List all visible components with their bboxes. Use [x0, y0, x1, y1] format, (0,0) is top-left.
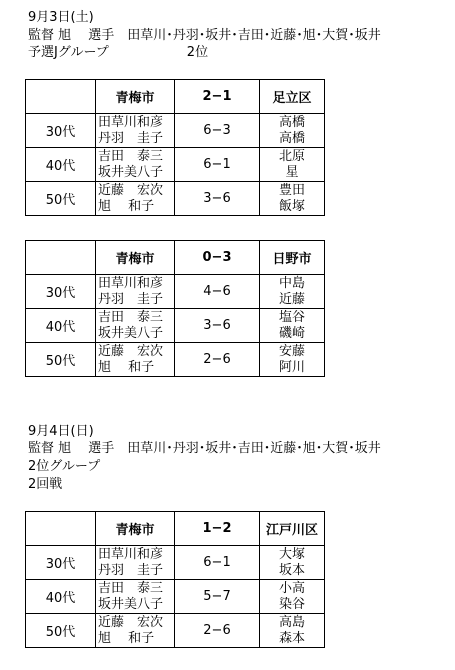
opponent-2: 近藤 [278, 291, 305, 307]
opponent-players [260, 546, 325, 580]
opponent-1: 高橋 [278, 114, 305, 130]
age-group: 40代 [26, 309, 96, 343]
opponent-players [260, 309, 325, 343]
player-2: 丹羽 圭子 [98, 130, 164, 146]
player-1: 近藤 宏次 [98, 343, 164, 359]
table-row [26, 182, 325, 216]
game-score: 4−6 [175, 275, 260, 309]
age-group: 50代 [26, 614, 96, 648]
player-1: 田草川和彦 [98, 114, 164, 130]
opponent-players [260, 580, 325, 614]
player-2: 旭 和子 [98, 630, 155, 646]
match-table-3 [25, 511, 325, 648]
game-score: 2−6 [175, 614, 260, 648]
opponent-1: 豊田 [278, 182, 305, 198]
opponent-1: 塩谷 [278, 309, 305, 325]
table-row [26, 546, 325, 580]
opponent-players [260, 148, 325, 182]
match-table-2 [25, 240, 325, 377]
opponent-name: 足立区 [260, 80, 325, 114]
opponent-1: 安藤 [278, 343, 305, 359]
player-names [96, 114, 175, 148]
match-score: 0−3 [175, 241, 260, 275]
opponent-players [260, 182, 325, 216]
player-names [96, 148, 175, 182]
player-names [96, 546, 175, 580]
player-names [96, 580, 175, 614]
day2-date: 9月4日(日) [28, 424, 94, 439]
match-score: 1−2 [175, 512, 260, 546]
header-blank [26, 241, 96, 275]
opponent-2: 森本 [278, 630, 305, 646]
table-row [26, 309, 325, 343]
day2-group: 2位グループ [28, 459, 101, 474]
age-group: 30代 [26, 546, 96, 580]
table-row [26, 343, 325, 377]
header-blank [26, 80, 96, 114]
game-score: 6−1 [175, 546, 260, 580]
opponent-1: 小高 [278, 580, 305, 596]
table-row [26, 148, 325, 182]
player-names [96, 309, 175, 343]
header-blank [26, 512, 96, 546]
game-score: 2−6 [175, 343, 260, 377]
player-1: 近藤 宏次 [98, 182, 164, 198]
player-1: 田草川和彦 [98, 275, 164, 291]
player-2: 坂井美八子 [98, 596, 164, 612]
player-1: 田草川和彦 [98, 546, 164, 562]
opponent-2: 高橋 [278, 130, 305, 146]
match-score: 2−1 [175, 80, 260, 114]
match-table-1 [25, 79, 325, 216]
player-2: 坂井美八子 [98, 325, 164, 341]
game-score: 3−6 [175, 309, 260, 343]
player-1: 吉田 泰三 [98, 580, 164, 596]
opponent-2: 阿川 [278, 359, 305, 375]
opponent-2: 磯崎 [278, 325, 305, 341]
age-group: 30代 [26, 275, 96, 309]
opponent-1: 大塚 [278, 546, 305, 562]
opponent-2: 染谷 [278, 596, 305, 612]
opponent-2: 坂本 [278, 562, 305, 578]
player-2: 丹羽 圭子 [98, 562, 164, 578]
game-score: 5−7 [175, 580, 260, 614]
player-1: 吉田 泰三 [98, 309, 164, 325]
day1-group: 予選Jグループ 2位 [28, 45, 209, 60]
table-row [26, 614, 325, 648]
table-row [26, 275, 325, 309]
opponent-1: 中島 [278, 275, 305, 291]
age-group: 30代 [26, 114, 96, 148]
age-group: 50代 [26, 343, 96, 377]
team-name: 青梅市 [96, 80, 175, 114]
player-2: 旭 和子 [98, 359, 155, 375]
opponent-1: 北原 [278, 148, 305, 164]
table-row [26, 580, 325, 614]
opponent-2: 星 [285, 164, 299, 180]
player-names [96, 343, 175, 377]
day1-date: 9月3日(土) [28, 10, 94, 25]
opponent-2: 飯塚 [278, 198, 305, 214]
player-names [96, 275, 175, 309]
day1-roster: 監督 旭 選手 田草川･丹羽･坂井･吉田･近藤･旭･大賀･坂井 [28, 28, 381, 43]
player-names [96, 182, 175, 216]
game-score: 6−3 [175, 114, 260, 148]
game-score: 3−6 [175, 182, 260, 216]
opponent-name: 日野市 [260, 241, 325, 275]
opponent-players [260, 614, 325, 648]
team-name: 青梅市 [96, 512, 175, 546]
team-name: 青梅市 [96, 241, 175, 275]
age-group: 40代 [26, 148, 96, 182]
age-group: 50代 [26, 182, 96, 216]
player-1: 近藤 宏次 [98, 614, 164, 630]
game-score: 6−1 [175, 148, 260, 182]
age-group: 40代 [26, 580, 96, 614]
day2-round: 2回戦 [28, 477, 63, 492]
player-1: 吉田 泰三 [98, 148, 164, 164]
opponent-players [260, 275, 325, 309]
table-row [26, 114, 325, 148]
player-2: 丹羽 圭子 [98, 291, 164, 307]
opponent-1: 高島 [278, 614, 305, 630]
player-2: 坂井美八子 [98, 164, 164, 180]
opponent-players [260, 343, 325, 377]
day2-roster: 監督 旭 選手 田草川･丹羽･坂井･吉田･近藤･旭･大賀･坂井 [28, 441, 381, 456]
opponent-players [260, 114, 325, 148]
player-names [96, 614, 175, 648]
opponent-name: 江戸川区 [260, 512, 325, 546]
player-2: 旭 和子 [98, 198, 155, 214]
